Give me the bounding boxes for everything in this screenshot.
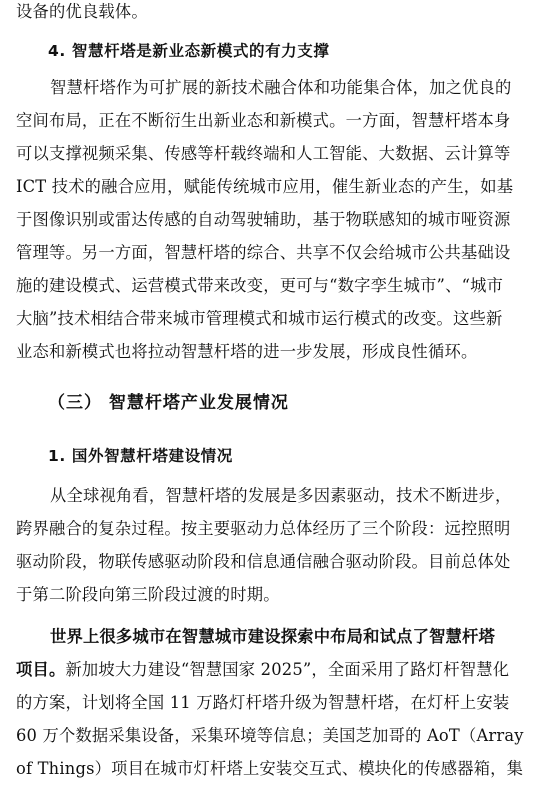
subsection-heading: 4. 智慧杆塔是新业态新模式的有力支撑 xyxy=(48,42,330,60)
paragraph-line: 可以支撑视频采集、传感等杆载终端和人工智能、大数据、云计算等 xyxy=(16,144,511,163)
paragraph-line: 空间布局，正在不断衍生出新业态和新模式。一方面，智慧杆塔本身 xyxy=(16,111,511,130)
paragraph-line: 智慧杆塔作为可扩展的新技术融合体和功能集合体，加之优良的 xyxy=(50,78,512,97)
paragraph-line: 管理等。另一方面，智慧杆塔的综合、共享不仅会给城市公共基础设 xyxy=(16,243,511,262)
paragraph-line: 从全球视角看，智慧杆塔的发展是多因素驱动，技术不断进步， xyxy=(50,486,512,505)
paragraph-lead-bold: 世界上很多城市在智慧城市建设探索中布局和试点了智慧杆塔 xyxy=(50,627,495,646)
paragraph-line: 60 万个数据采集设备，采集环境等信息；美国芝加哥的 AoT（Array xyxy=(16,726,524,745)
paragraph-line: 于第二阶段向第三阶段过渡的时期。 xyxy=(16,585,280,604)
paragraph-line: ICT 技术的融合应用，赋能传统城市应用，催生新业态的产生，如基 xyxy=(16,177,514,196)
paragraph-line xyxy=(0,660,547,680)
paragraph-line: 跨界融合的复杂过程。按主要驱动力总体经历了三个阶段：远控照明 xyxy=(16,519,511,538)
paragraph-line: 大脑”技术相结合带来城市管理模式和城市运行模式的改变。这些新 xyxy=(16,309,503,328)
paragraph-line: 的方案，计划将全国 11 万路灯杆塔升级为智慧杆塔，在灯杆上安装 xyxy=(16,693,510,712)
text-run: 新加坡大力建设“智慧国家 2025”，全面采用了路灯杆智慧化 xyxy=(65,660,510,679)
section-heading: （三） 智慧杆塔产业发展情况 xyxy=(48,393,289,413)
paragraph-line: 施的建设模式、运营模式带来改变，更可与“数字孪生城市”、“城市 xyxy=(16,276,504,295)
text-line: 设备的优良载体。 xyxy=(16,2,148,21)
paragraph-line: 于图像识别或雷达传感的自动驾驶辅助，基于物联感知的城市哑资源 xyxy=(16,210,511,229)
subsection-heading: 1. 国外智慧杆塔建设情况 xyxy=(48,447,233,465)
bold-run: 项目。 xyxy=(16,660,66,679)
paragraph-line: 驱动阶段，物联传感驱动阶段和信息通信融合驱动阶段。目前总体处 xyxy=(16,552,511,571)
paragraph-line: 业态和新模式也将拉动智慧杆塔的进一步发展，形成良性循环。 xyxy=(16,342,478,361)
paragraph-line: of Things）项目在城市灯杆塔上安装交互式、模块化的传感器箱，集 xyxy=(16,759,524,778)
